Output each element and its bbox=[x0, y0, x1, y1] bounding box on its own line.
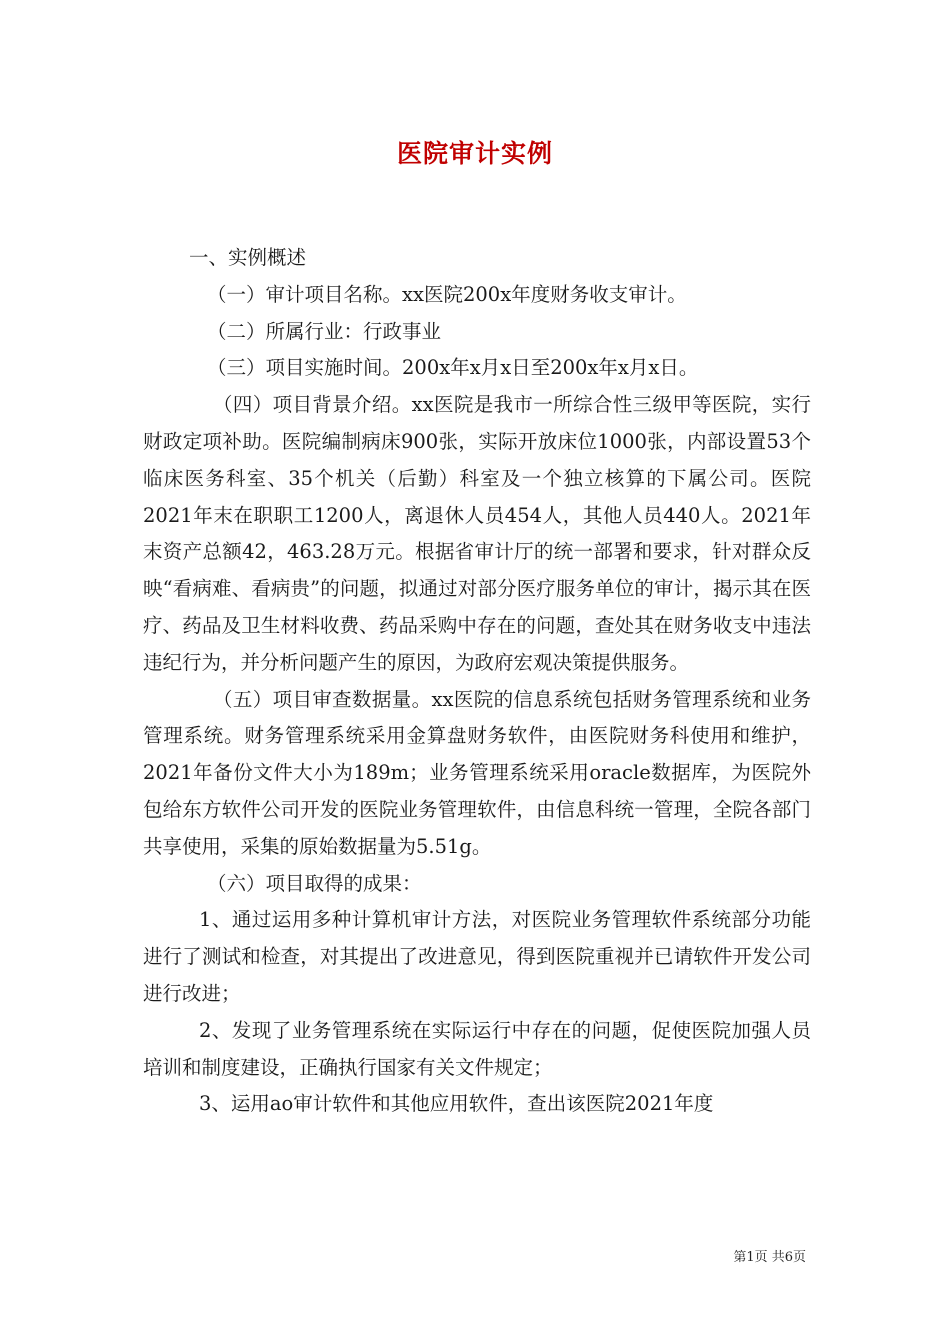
document-title: 医院审计实例 bbox=[396, 139, 553, 168]
document-body bbox=[143, 240, 811, 1123]
paragraph: （六）项目取得的成果： bbox=[207, 871, 422, 895]
paragraph: （一）审计项目名称。xx医院200x年度财务收支审计。 bbox=[207, 282, 687, 306]
list-item: 2、发现了业务管理系统在实际运行中存在的问题，促使医院加强人员培训和制度建设，正确执行国家有关文件规定； bbox=[143, 1018, 811, 1079]
paragraph: （五）项目审查数据量。xx医院的信息系统包括财务管理系统和业务管理系统。财务管理系统采用金算盘财务软件，由医院财务科使用和维护，2021年备份文件大小为189m；业务管理系统采用oracle数据库，为医院外包给东方软件公司开发的医院业务管理软件，由信息科统一管理，全院各部门共享使用，采集的原始数据量为5.51g。 bbox=[143, 687, 811, 858]
paragraph: （三）项目实施时间。200x年x月x日至200x年x月x日。 bbox=[207, 356, 699, 380]
paragraph: （二）所属行业：行政事业 bbox=[207, 319, 442, 343]
list-item: 3、运用ao审计软件和其他应用软件，查出该医院2021年度 bbox=[199, 1092, 714, 1116]
page-number: 第1页 共6页 bbox=[733, 1250, 806, 1265]
paragraph: （四）项目背景介绍。xx医院是我市一所综合性三级甲等医院，实行财政定项补助。医院编制病床900张，实际开放床位1000张，内部设置53个临床医务科室、35个机关（后勤）科室及一个独立核算的下属公司。医院2021年末在职职工1200人，离退休人员454人，其他人员440人。2021年末资产总额42，463.28万元。根据省审计厅的统一部署和要求，针对群众反映“看病难、看病贵”的问题，拟通过对部分医疗服务单位的审计，揭示其在医疗、药品及卫生材料收费、药品采购中存在的问题，查处其在财务收支中违法违纪行为，并分析问题产生的原因，为政府宏观决策提供服务。 bbox=[143, 393, 811, 674]
list-item: 1、通过运用多种计算机审计方法，对医院业务管理软件系统部分功能进行了测试和检查，对其提出了改进意见，得到医院重视并已请软件开发公司进行改进； bbox=[143, 908, 811, 1005]
section-heading: 一、实例概述 bbox=[189, 246, 307, 269]
